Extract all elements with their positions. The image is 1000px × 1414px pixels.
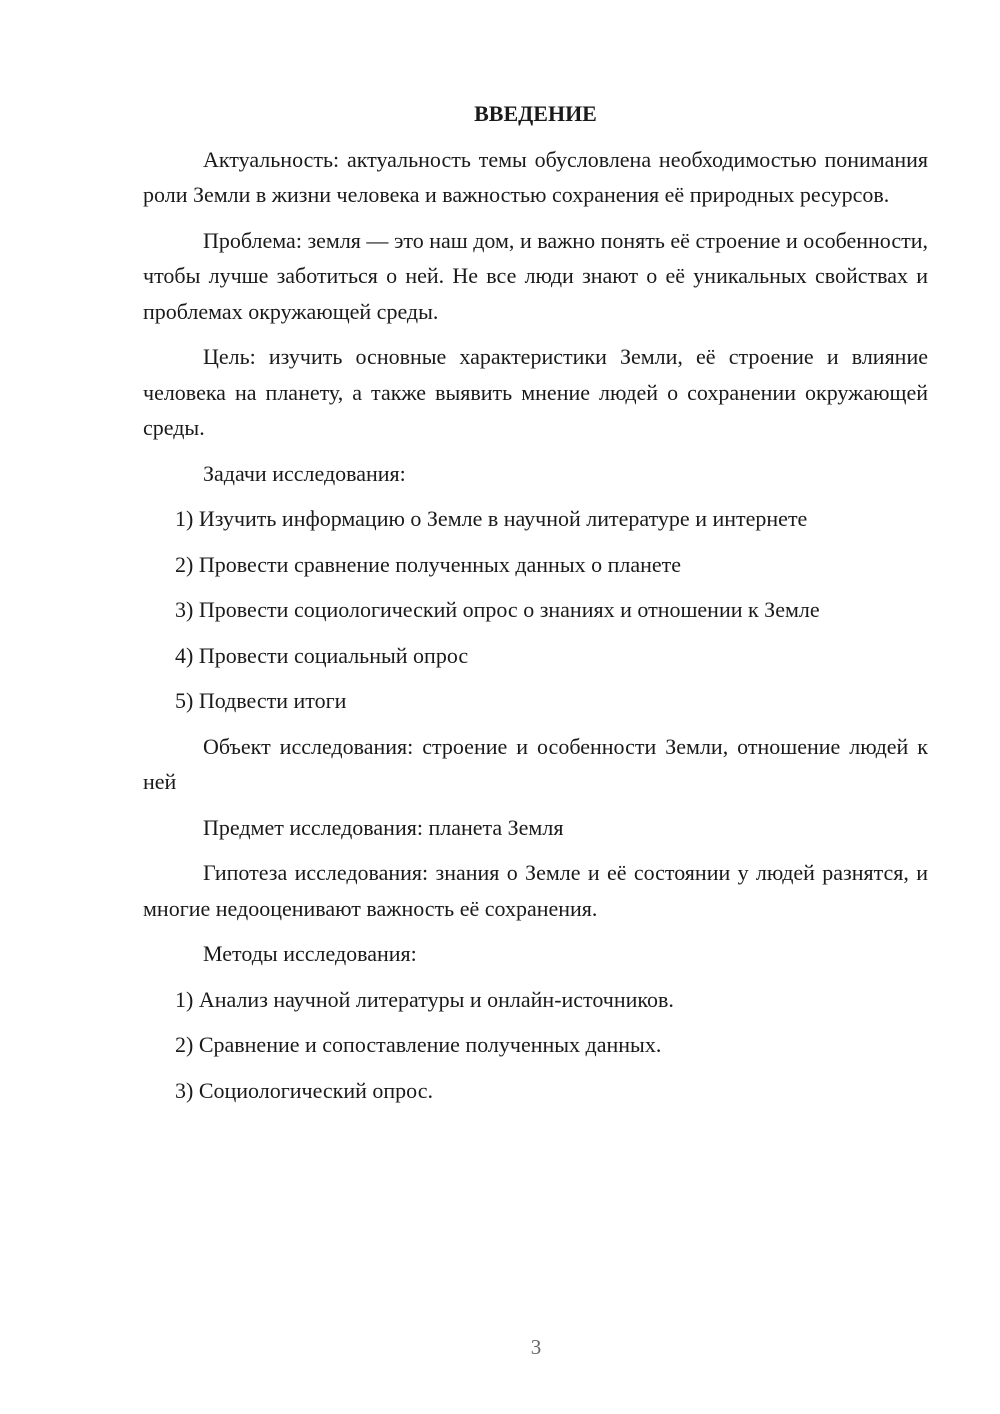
section-heading: ВВЕДЕНИЕ (474, 101, 597, 126)
goal-paragraph: Цель: изучить основные характеристики Земли, её строение и влияние человека на планету, а также выявить мнение людей о сохранении окружающей среды. (143, 344, 928, 440)
subject-paragraph: Предмет исследования: планета Земля (203, 814, 564, 840)
task-item-2: 2) Провести сравнение полученных данных о планете (175, 551, 682, 577)
document-body (143, 96, 928, 1118)
problem-paragraph: Проблема: земля — это наш дом, и важно понять её строение и особенности, чтобы лучше заботиться о ней. Не все люди знают о её уникальных свойствах и проблемах окружающей среды. (143, 227, 928, 324)
method-item-2: 2) Сравнение и сопоставление полученных данных. (175, 1032, 662, 1057)
task-item-1: 1) Изучить информацию о Земле в научной литературе и интернете (175, 506, 808, 531)
task-item-3: 3) Провести социологический опрос о знаниях и отношении к Земле (175, 597, 820, 622)
relevance-paragraph: Актуальность: актуальность темы обусловлена необходимостью понимания роли Земли в жизни человека и важностью сохранения её природных ресурсов. (143, 146, 928, 207)
method-item-1: 1) Анализ научной литературы и онлайн-источников. (175, 986, 674, 1012)
task-item-4: 4) Провести социальный опрос (175, 642, 469, 668)
tasks-title: Задачи исследования: (203, 460, 406, 486)
object-paragraph: Объект исследования: строение и особенности Земли, отношение людей к ней (143, 733, 928, 794)
page-number: 3 (530, 1335, 542, 1359)
method-item-3: 3) Социологический опрос. (175, 1077, 433, 1103)
methods-title: Методы исследования: (203, 941, 417, 966)
hypothesis-paragraph: Гипотеза исследования: знания о Земле и её состоянии у людей разнятся, и многие недооценивают важность её сохранения. (143, 860, 928, 921)
task-item-5: 5) Подвести итоги (175, 688, 347, 713)
